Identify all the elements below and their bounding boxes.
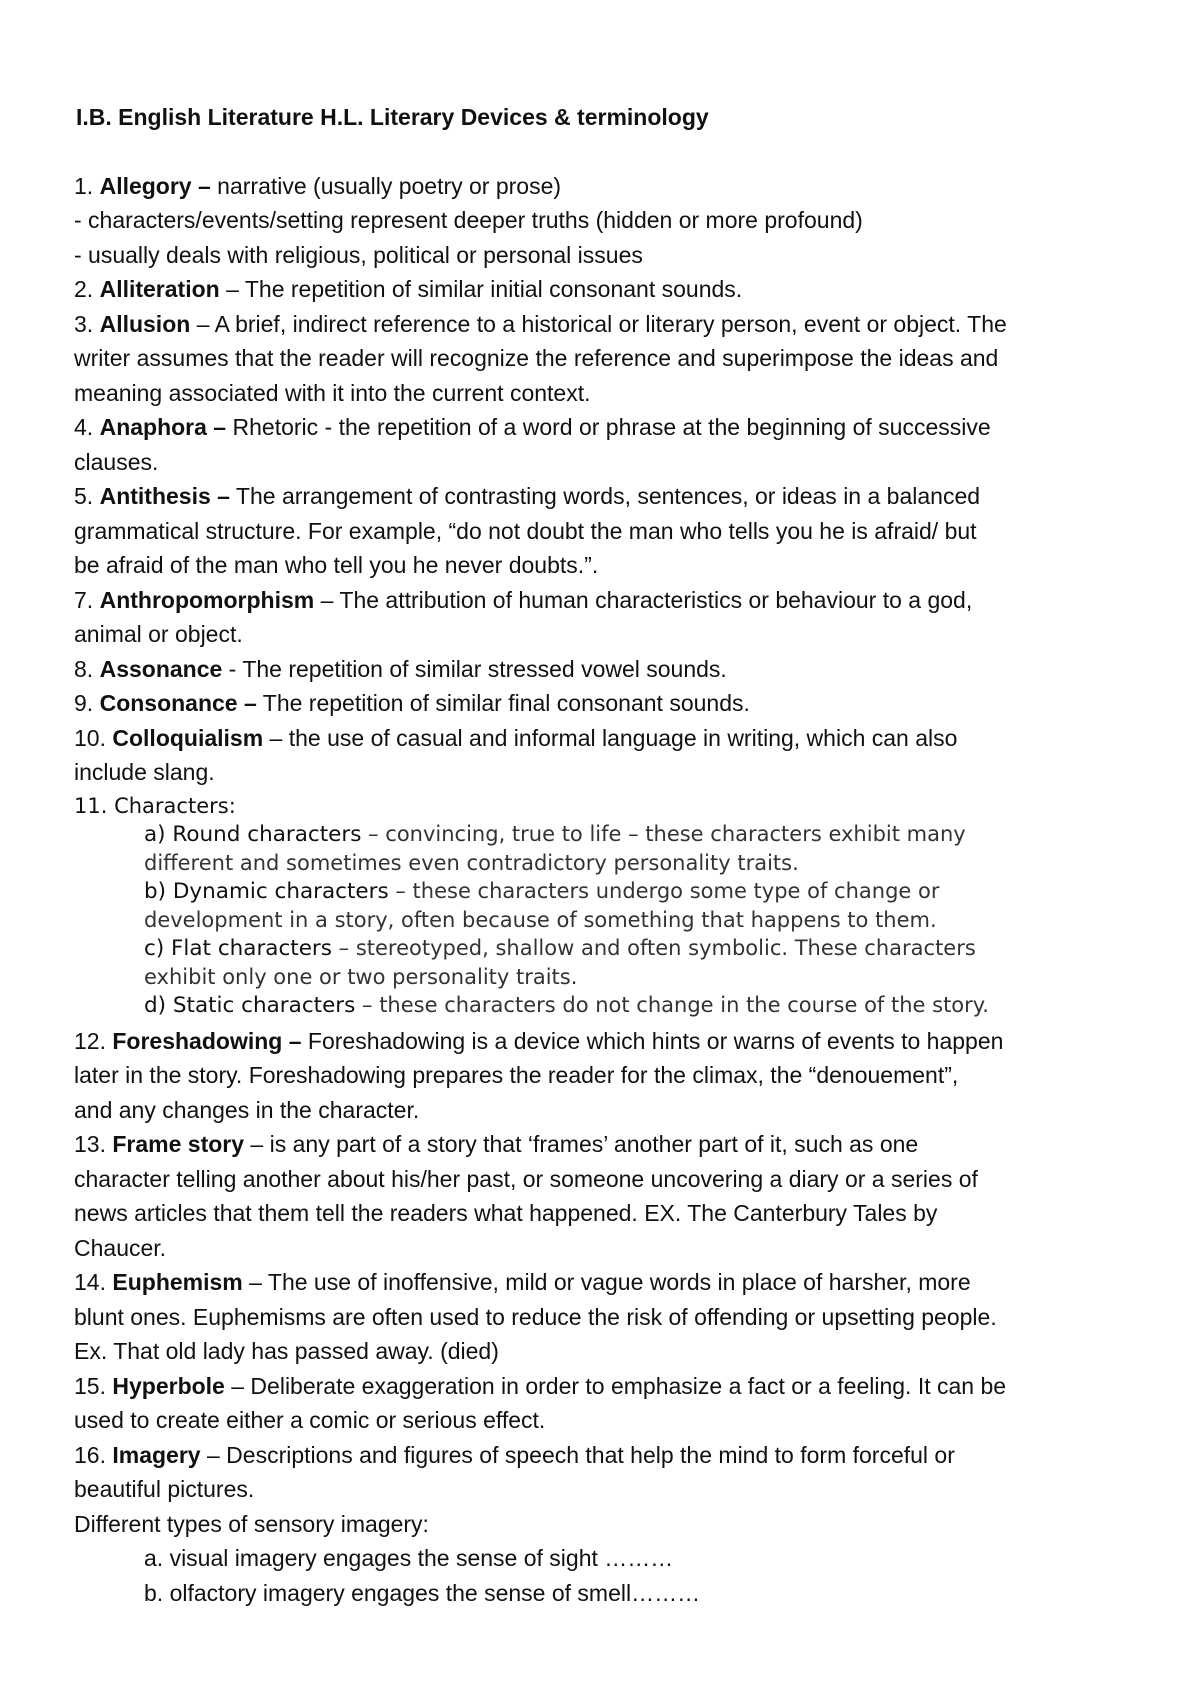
frame-story-definition-line-3: news articles that them tell the readers what happened. EX. The Canterbury Tales by (74, 1200, 938, 1226)
imagery-olfactory: b. olfactory imagery engages the sense of smell……… (144, 1579, 701, 1606)
entry-hyperbole (74, 1369, 1144, 1438)
allusion-definition-line-1: – A brief, indirect reference to a historical or literary person, event or object. The (190, 310, 1007, 337)
anthropomorphism-definition-line-1: – The attribution of human characteristics or behaviour to a god, (314, 586, 973, 613)
euphemism-number: 14. (74, 1269, 113, 1295)
entry-antithesis (74, 479, 1144, 583)
colloquialism-number: 10. (74, 724, 113, 751)
anthropomorphism-definition-line-2: animal or object. (74, 621, 243, 647)
imagery-types-heading: Different types of sensory imagery: (74, 1510, 429, 1537)
round-characters-term: a) Round characters (144, 821, 362, 847)
alliteration-definition: – The repetition of similar initial consonant sounds. (219, 276, 743, 302)
antithesis-number: 5. (74, 483, 100, 509)
allusion-definition-line-3: meaning associated with it into the current context. (74, 379, 591, 406)
characters-static (144, 991, 1144, 1020)
assonance-term: Assonance (99, 655, 223, 682)
entry-colloquialism (74, 721, 1144, 790)
entry-alliteration (74, 272, 1144, 307)
allegory-point-1: - characters/events/setting represent deeper truths (hidden or more profound) (74, 207, 863, 233)
frame-story-term: Frame story (112, 1131, 245, 1157)
consonance-number: 9. (74, 690, 100, 716)
euphemism-definition-line-3: Ex. That old lady has passed away. (died) (74, 1338, 499, 1364)
flat-characters-term: c) Flat characters (144, 935, 332, 961)
round-characters-line-2: different and sometimes even contradictory personality traits. (144, 850, 799, 875)
antithesis-term: Antithesis – (99, 483, 230, 509)
characters-flat (144, 934, 1144, 991)
euphemism-definition-line-1: – The use of inoffensive, mild or vague words in place of harsher, more (242, 1269, 971, 1295)
entry-anthropomorphism (74, 583, 1144, 652)
entry-assonance (74, 652, 1144, 687)
assonance-definition: - The repetition of similar stressed vowel sounds. (222, 655, 727, 682)
antithesis-definition-line-3: be afraid of the man who tell you he never doubts.”. (74, 552, 599, 578)
dynamic-characters-line-2: development in a story, often because of something that happens to them. (144, 907, 937, 932)
frame-story-definition-line-2: character telling another about his/her past, or someone uncovering a diary or a series of (74, 1165, 978, 1192)
imagery-definition-line-2: beautiful pictures. (74, 1476, 255, 1502)
antithesis-definition-line-2: grammatical structure. For example, “do not doubt the man who tells you he is afraid/ but (74, 517, 977, 544)
foreshadowing-definition-line-3: and any changes in the character. (74, 1096, 420, 1123)
allusion-definition-line-2: writer assumes that the reader will recognize the reference and superimpose the ideas and (74, 345, 999, 371)
entry-characters (74, 792, 1144, 1020)
anaphora-number: 4. (74, 414, 100, 440)
document-page (74, 100, 1144, 1610)
entry-consonance (74, 686, 1144, 721)
assonance-number: 8. (74, 655, 100, 682)
frame-story-definition-line-1: – is any part of a story that ‘frames’ another part of it, such as one (244, 1131, 919, 1157)
foreshadowing-definition-line-2: later in the story. Foreshadowing prepares the reader for the climax, the “denouement”, (74, 1062, 959, 1088)
flat-characters-line-1: – stereotyped, shallow and often symbolic. These characters (331, 935, 976, 960)
euphemism-definition-line-2: blunt ones. Euphemisms are often used to reduce the risk of offending or upsetting people. (74, 1303, 997, 1330)
alliteration-number: 2. (74, 276, 100, 302)
allegory-term: Allegory – (99, 172, 211, 199)
colloquialism-term: Colloquialism (112, 724, 264, 751)
allegory-line-1 (74, 169, 1144, 204)
imagery-visual: a. visual imagery engages the sense of sight ……… (144, 1545, 674, 1571)
characters-round (144, 820, 1144, 877)
entry-imagery (74, 1438, 1144, 1611)
characters-heading: 11. Characters: (74, 793, 236, 818)
foreshadowing-term: Foreshadowing – (112, 1027, 302, 1054)
imagery-number: 16. (74, 1441, 113, 1468)
flat-characters-line-2: exhibit only one or two personality traits. (144, 964, 578, 989)
anthropomorphism-number: 7. (74, 586, 100, 613)
euphemism-term: Euphemism (112, 1269, 243, 1295)
allegory-point-2: - usually deals with religious, political or personal issues (74, 241, 643, 268)
anaphora-definition-line-1: Rhetoric - the repetition of a word or phrase at the beginning of successive (226, 414, 991, 440)
anaphora-definition-line-2: clauses. (74, 448, 159, 475)
static-characters-line-1: – these characters do not change in the course of the story. (355, 992, 989, 1017)
alliteration-term: Alliteration (99, 276, 220, 302)
allusion-term: Allusion (99, 310, 191, 337)
dynamic-characters-line-1: – these characters undergo some type of change or (388, 878, 940, 903)
foreshadowing-number: 12. (74, 1027, 113, 1054)
hyperbole-number: 15. (74, 1372, 113, 1399)
entry-foreshadowing (74, 1024, 1144, 1128)
entry-euphemism (74, 1265, 1144, 1369)
anthropomorphism-term: Anthropomorphism (99, 586, 315, 613)
entry-frame-story (74, 1127, 1144, 1265)
allegory-definition: narrative (usually poetry or prose) (210, 172, 562, 199)
allegory-number: 1. (74, 172, 100, 199)
entry-anaphora (74, 410, 1144, 479)
frame-story-number: 13. (74, 1131, 113, 1157)
allusion-number: 3. (74, 310, 100, 337)
characters-dynamic (144, 877, 1144, 934)
document-title: I.B. English Literature H.L. Literary Devices & terminology (76, 104, 709, 130)
hyperbole-term: Hyperbole (112, 1372, 225, 1399)
entry-allegory (74, 169, 1144, 273)
imagery-definition-line-1: – Descriptions and figures of speech that help the mind to form forceful or (200, 1441, 955, 1468)
consonance-term: Consonance – (99, 690, 257, 716)
entry-allusion (74, 307, 1144, 411)
static-characters-term: d) Static characters (144, 992, 356, 1018)
colloquialism-definition-line-1: – the use of casual and informal language in writing, which can also (263, 724, 958, 751)
hyperbole-definition-line-2: used to create either a comic or serious effect. (74, 1407, 546, 1433)
dynamic-characters-term: b) Dynamic characters (144, 878, 389, 904)
hyperbole-definition-line-1: – Deliberate exaggeration in order to emphasize a fact or a feeling. It can be (224, 1372, 1007, 1399)
antithesis-definition-line-1: The arrangement of contrasting words, sentences, or ideas in a balanced (229, 483, 981, 509)
round-characters-line-1: – convincing, true to life – these characters exhibit many (361, 821, 966, 846)
frame-story-definition-line-4: Chaucer. (74, 1234, 167, 1261)
imagery-term: Imagery (112, 1441, 201, 1468)
foreshadowing-definition-line-1: Foreshadowing is a device which hints or warns of events to happen (301, 1027, 1004, 1054)
anaphora-term: Anaphora – (99, 414, 227, 440)
consonance-definition: The repetition of similar final consonant sounds. (256, 690, 750, 716)
colloquialism-definition-line-2: include slang. (74, 759, 215, 785)
